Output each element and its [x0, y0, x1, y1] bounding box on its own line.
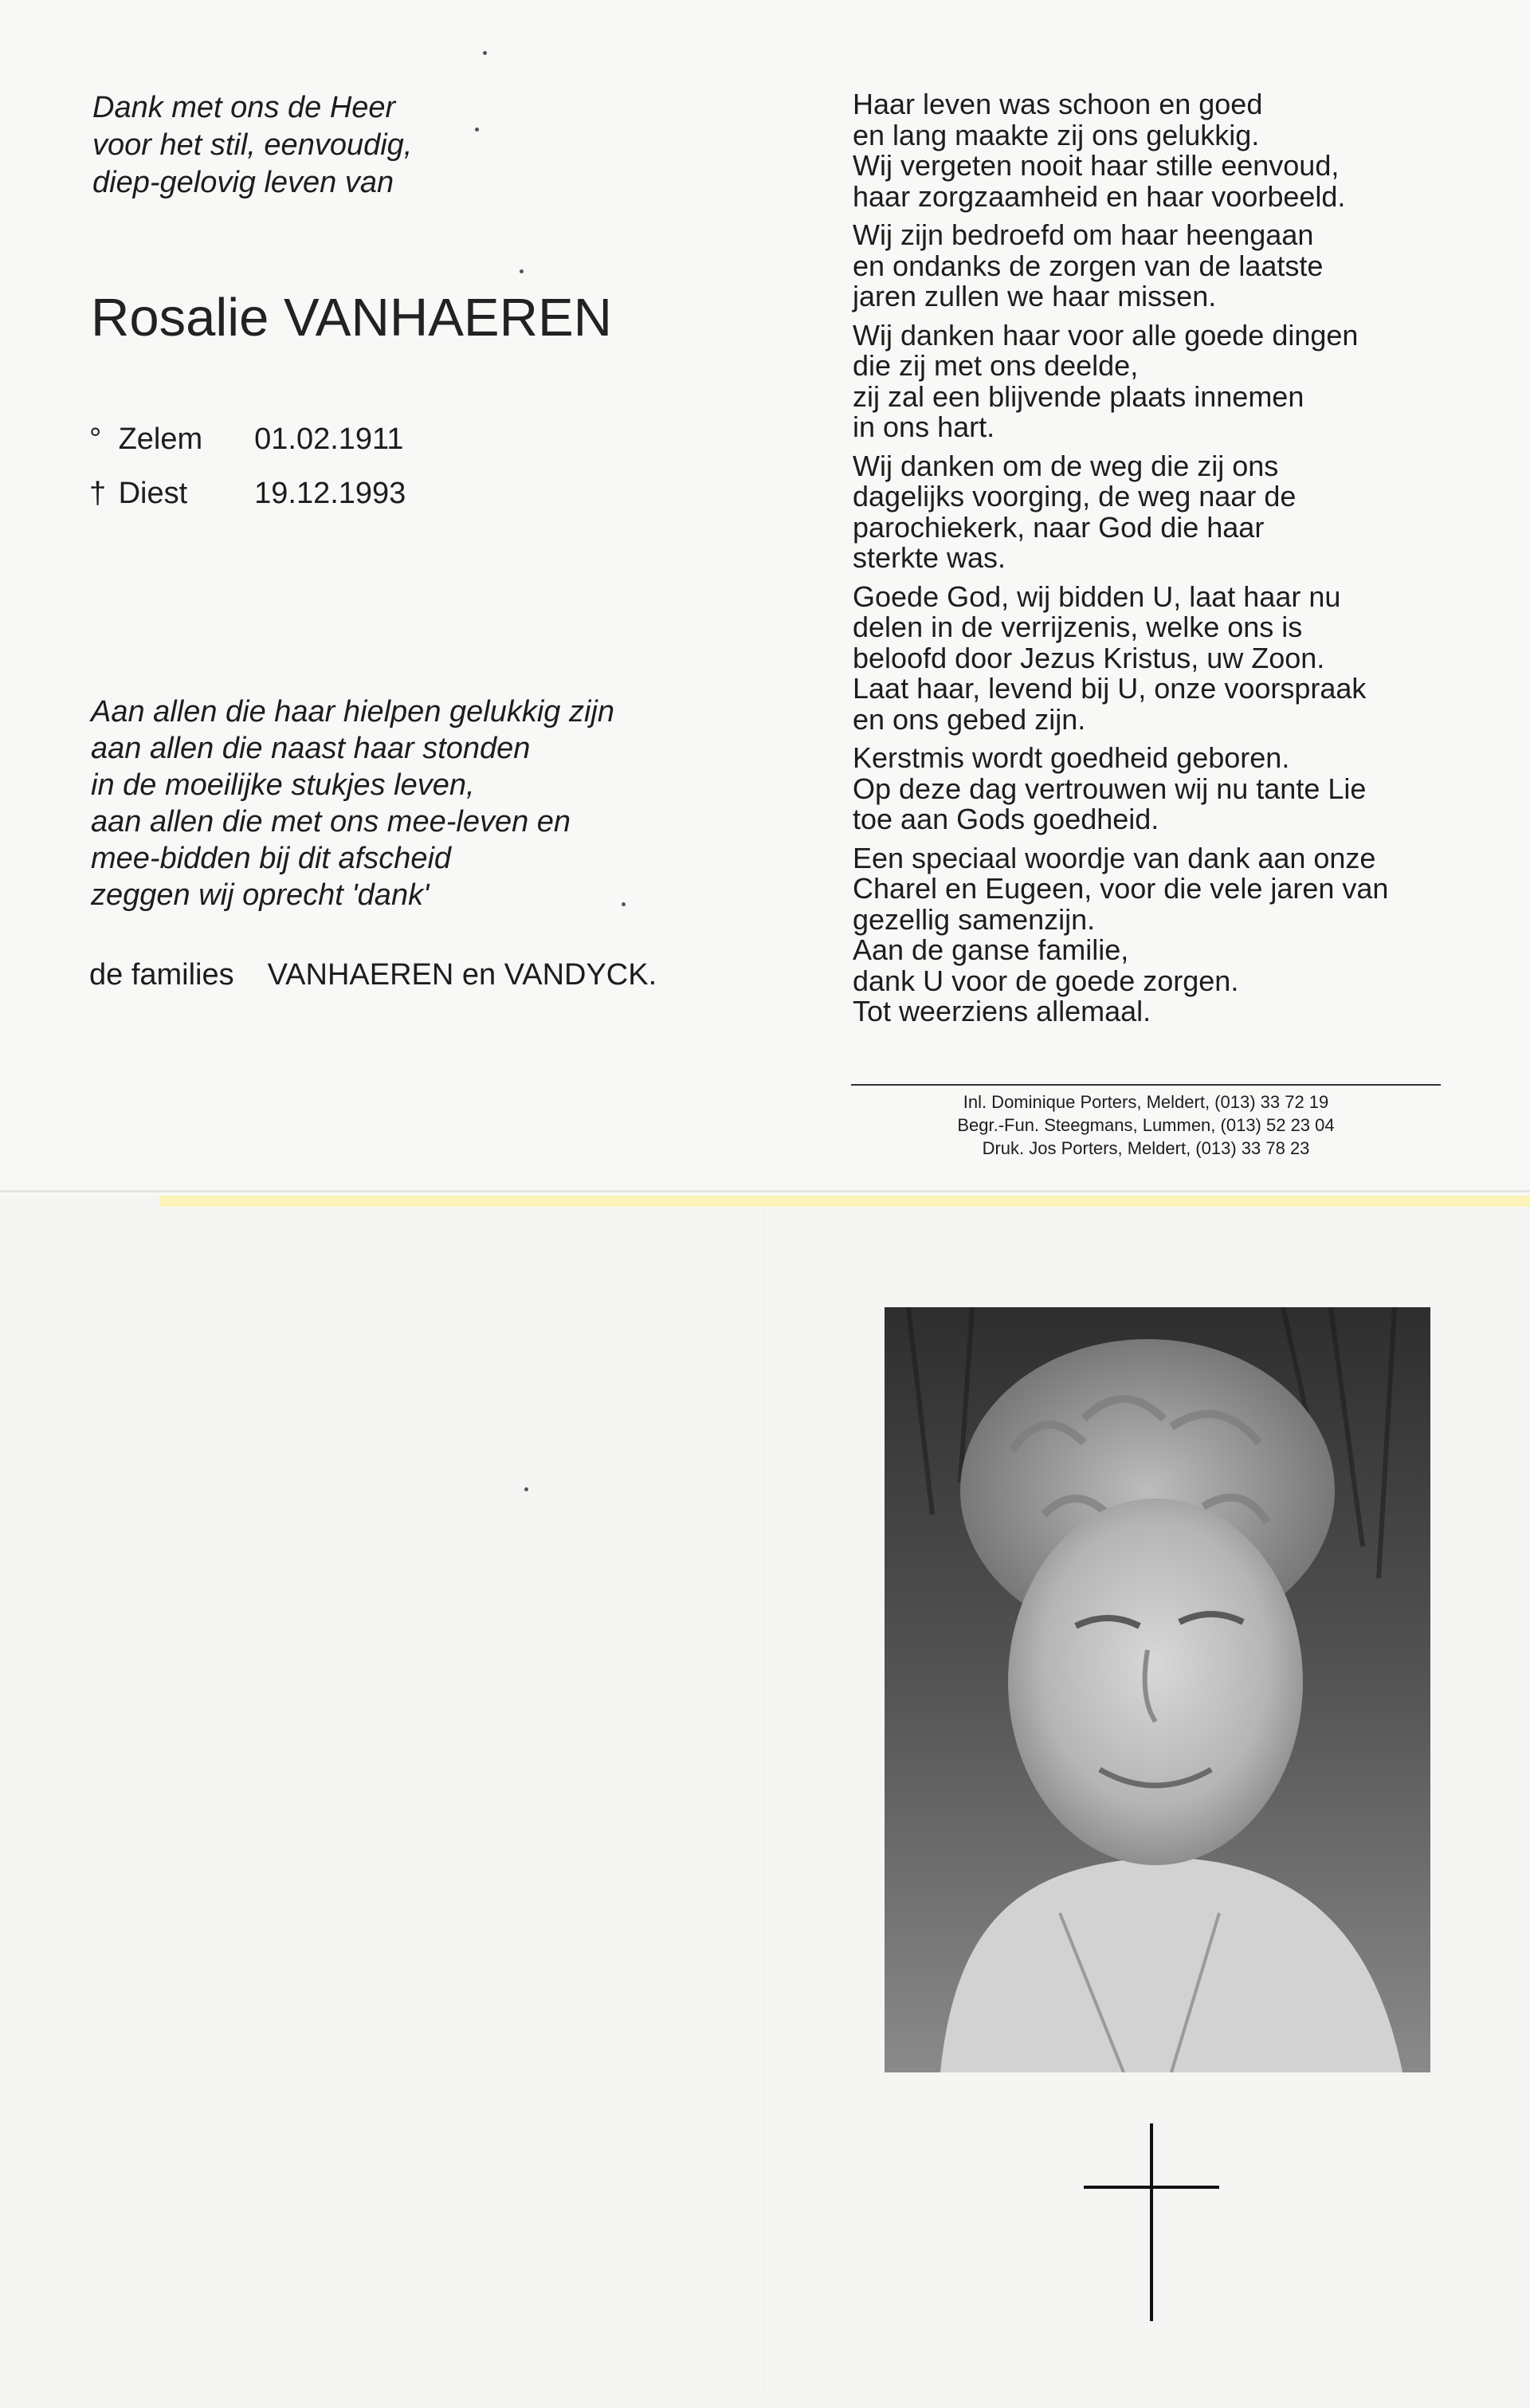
portrait-photo	[885, 1307, 1430, 2072]
deceased-name: Rosalie VANHAEREN	[91, 288, 613, 348]
poem-line: zij zal een blijvende plaats innemen	[853, 379, 1304, 413]
death-place: Diest	[118, 477, 188, 510]
poem-line: gezellig samenzijn.	[853, 902, 1096, 936]
poem-stanza	[853, 743, 1388, 835]
thanks-line: zeggen wij oprecht 'dank'	[91, 878, 430, 912]
poem-line: parochiekerk, naar God die haar	[853, 510, 1265, 544]
poem-line: in ons hart.	[853, 410, 995, 443]
poem-line: Op deze dag vertrouwen wij nu tante Lie	[853, 772, 1367, 805]
cross-icon	[1084, 2123, 1219, 2321]
poem-line: en ondanks de zorgen van de laatste	[853, 249, 1324, 282]
poem-line: Haar leven was schoon en goed	[853, 88, 1263, 120]
death-cross-symbol: †	[89, 477, 107, 510]
poem-line: Laat haar, levend bij U, onze voorspraak	[853, 672, 1367, 705]
thanks-line: aan allen die naast haar stonden	[91, 732, 531, 765]
poem-stanza	[853, 451, 1388, 574]
families-names: VANHAEREN en VANDYCK.	[267, 958, 657, 992]
scan-speck	[475, 128, 479, 132]
poem-line: delen in de verrijzenis, welke ons is	[853, 611, 1303, 643]
credit-line: Inl. Dominique Porters, Meldert, (013) 33 72 19	[963, 1092, 1329, 1112]
poem-line: Een speciaal woordje van dank aan onze	[853, 841, 1376, 874]
birth-date: 01.02.1911	[254, 422, 404, 456]
portrait-image	[885, 1307, 1430, 2072]
poem-line: beloofd door Jezus Kristus, uw Zoon.	[853, 641, 1325, 674]
face	[1008, 1499, 1303, 1865]
scan-speck	[520, 269, 524, 273]
center-crease	[763, 1212, 764, 2391]
poem-line: Wij vergeten nooit haar stille eenvoud,	[853, 149, 1340, 182]
poem-stanza	[853, 220, 1388, 312]
fold-edge	[0, 1190, 1530, 1192]
poem-line: sterkte was.	[853, 541, 1006, 574]
poem-line: en ons gebed zijn.	[853, 702, 1086, 736]
intro-line: voor het stil, eenvoudig,	[92, 128, 413, 162]
credits-divider	[851, 1084, 1441, 1086]
credit-line: Begr.-Fun. Steegmans, Lummen, (013) 52 23 04	[957, 1115, 1335, 1135]
memorial-poem	[853, 89, 1388, 1035]
thanks-verse	[91, 693, 614, 913]
poem-stanza	[853, 579, 1388, 736]
poem-line: Goede God, wij bidden U, laat haar nu	[853, 579, 1341, 613]
poem-line: Tot weerziens allemaal.	[853, 995, 1151, 1027]
birth-line	[89, 422, 404, 457]
birth-place: Zelem	[118, 422, 203, 456]
poem-line: Wij zijn bedroefd om haar heengaan	[853, 218, 1314, 251]
poem-line: jaren zullen we haar missen.	[853, 280, 1217, 312]
credit-line: Druk. Jos Porters, Meldert, (013) 33 78 23	[982, 1138, 1310, 1158]
poem-line: toe aan Gods goedheid.	[853, 803, 1159, 835]
thanks-line: Aan allen die haar hielpen gelukkig zijn	[91, 695, 615, 729]
poem-line: en lang maakte zij ons gelukkig.	[853, 118, 1260, 151]
poem-line: Wij danken haar voor alle goede dingen	[853, 318, 1359, 352]
scan-speck	[622, 902, 626, 906]
families-label: de families	[89, 958, 234, 992]
intro-verse	[92, 89, 412, 202]
fold-highlight	[159, 1196, 1530, 1207]
thanks-line: in de moeilijke stukjes leven,	[91, 768, 475, 802]
thanks-line: aan allen die met ons mee-leven en	[91, 805, 571, 839]
death-date: 19.12.1993	[254, 477, 406, 510]
poem-line: Aan de ganse familie,	[853, 933, 1129, 966]
families-signature	[89, 958, 657, 992]
printer-credits	[851, 1090, 1441, 1160]
poem-line: dagelijks voorging, de weg naar de	[853, 480, 1297, 513]
poem-stanza	[853, 320, 1388, 443]
poem-line: die zij met ons deelde,	[853, 349, 1139, 382]
poem-stanza	[853, 89, 1388, 212]
death-line	[89, 477, 406, 511]
poem-line: Wij danken om de weg die zij ons	[853, 449, 1279, 482]
poem-line: haar zorgzaamheid en haar voorbeeld.	[853, 179, 1346, 213]
poem-line: dank U voor de goede zorgen.	[853, 964, 1239, 997]
thanks-line: mee-bidden bij dit afscheid	[91, 842, 452, 875]
poem-line: Charel en Eugeen, voor die vele jaren van	[853, 872, 1389, 905]
poem-stanza	[853, 843, 1388, 1027]
intro-line: Dank met ons de Heer	[92, 91, 396, 124]
intro-line: diep-gelovig leven van	[92, 166, 394, 199]
cross-vertical-bar	[1150, 2123, 1153, 2321]
birth-symbol: °	[89, 422, 102, 456]
poem-line: Kerstmis wordt goedheid geboren.	[853, 741, 1290, 774]
cross-horizontal-bar	[1084, 2186, 1219, 2189]
scan-speck	[524, 1487, 528, 1491]
scan-speck	[483, 51, 487, 55]
